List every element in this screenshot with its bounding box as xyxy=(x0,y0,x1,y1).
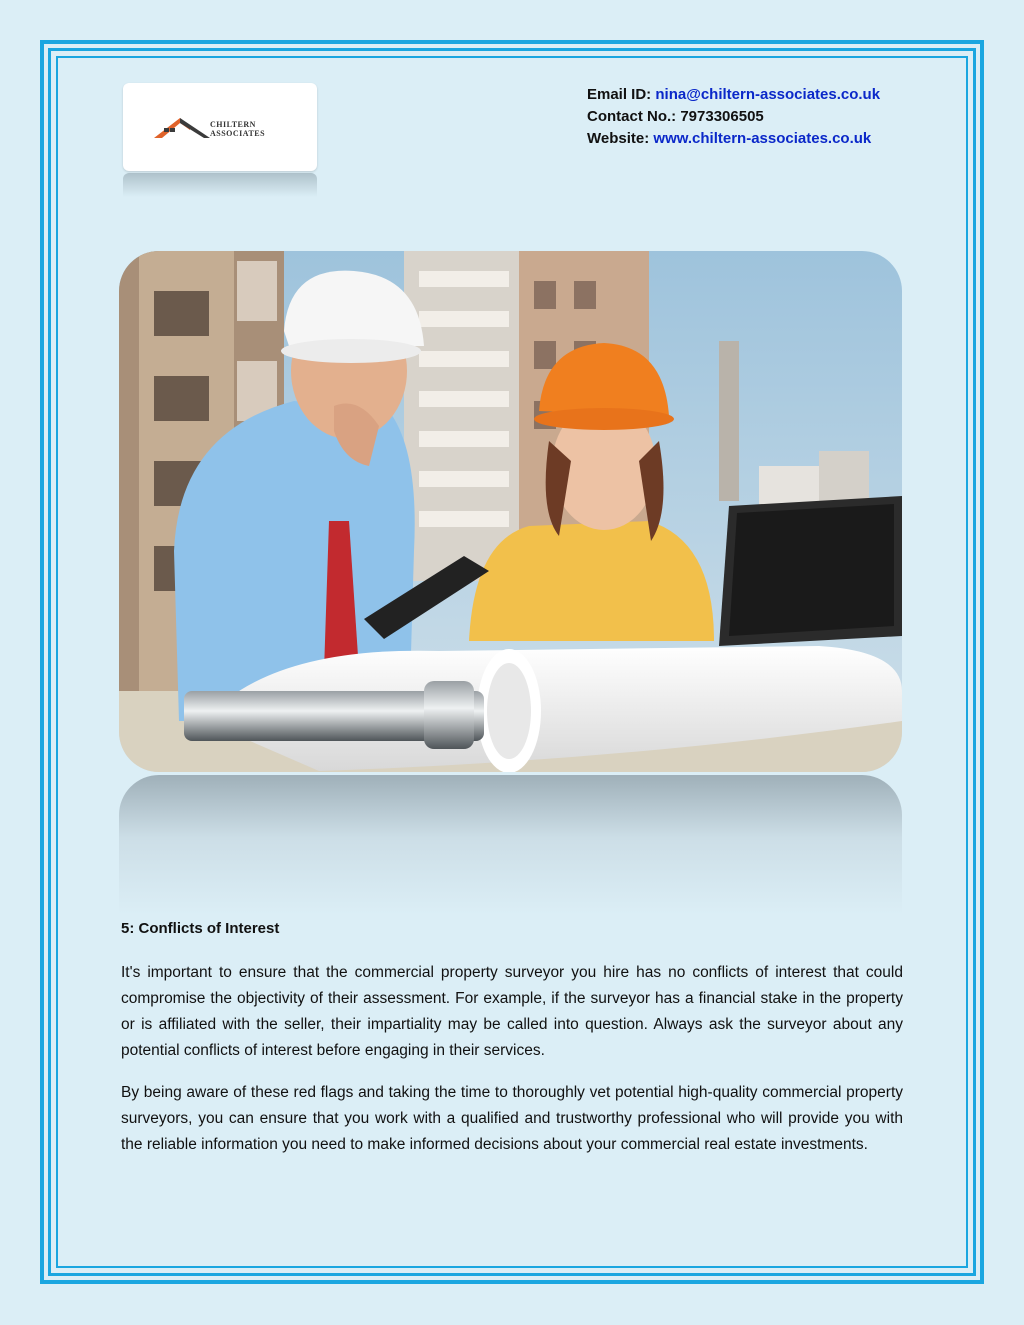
website-row xyxy=(587,128,880,150)
surveyors-photo xyxy=(119,251,902,772)
email-label: Email ID: xyxy=(587,86,656,103)
logo-wordmark xyxy=(210,120,265,138)
logo-reflection xyxy=(123,173,317,197)
website-label: Website: xyxy=(587,130,654,147)
email-link[interactable]: nina@chiltern-associates.co.uk xyxy=(655,86,881,103)
logo-line-2: ASSOCIATES xyxy=(210,129,266,138)
paragraph-2: By being aware of these red flags and taking the time to thoroughly vet potential high-quality commercial property surveyors, you can ensure that you work with a qualified and trustworthy professional who will provide you with the reliable information you need to make informed decisions about your commercial real estate investments. xyxy=(121,1084,903,1153)
section-heading: 5: Conflicts of Interest xyxy=(121,920,280,937)
contact-block xyxy=(587,84,880,150)
phone-label: Contact No.: xyxy=(587,108,681,125)
paragraph-1: It's important to ensure that the commercial property surveyor you hire has no conflicts of interest that could compromise the objectivity of their assessment. For example, if the surveyor has a financial stake in the property or is affiliated with the seller, their impartiality may be called into question. Always ask the surveyor about any potential conflicts of interest before engaging in their services. xyxy=(121,964,903,1059)
roof-logo-icon xyxy=(154,116,212,140)
photo-reflection xyxy=(119,775,902,915)
phone-row xyxy=(587,106,880,128)
email-row xyxy=(587,84,880,106)
logo-line-1: CHILTERN xyxy=(210,120,256,129)
phone-number: 7973306505 xyxy=(680,108,764,125)
website-link[interactable]: www.chiltern-associates.co.uk xyxy=(653,130,872,147)
